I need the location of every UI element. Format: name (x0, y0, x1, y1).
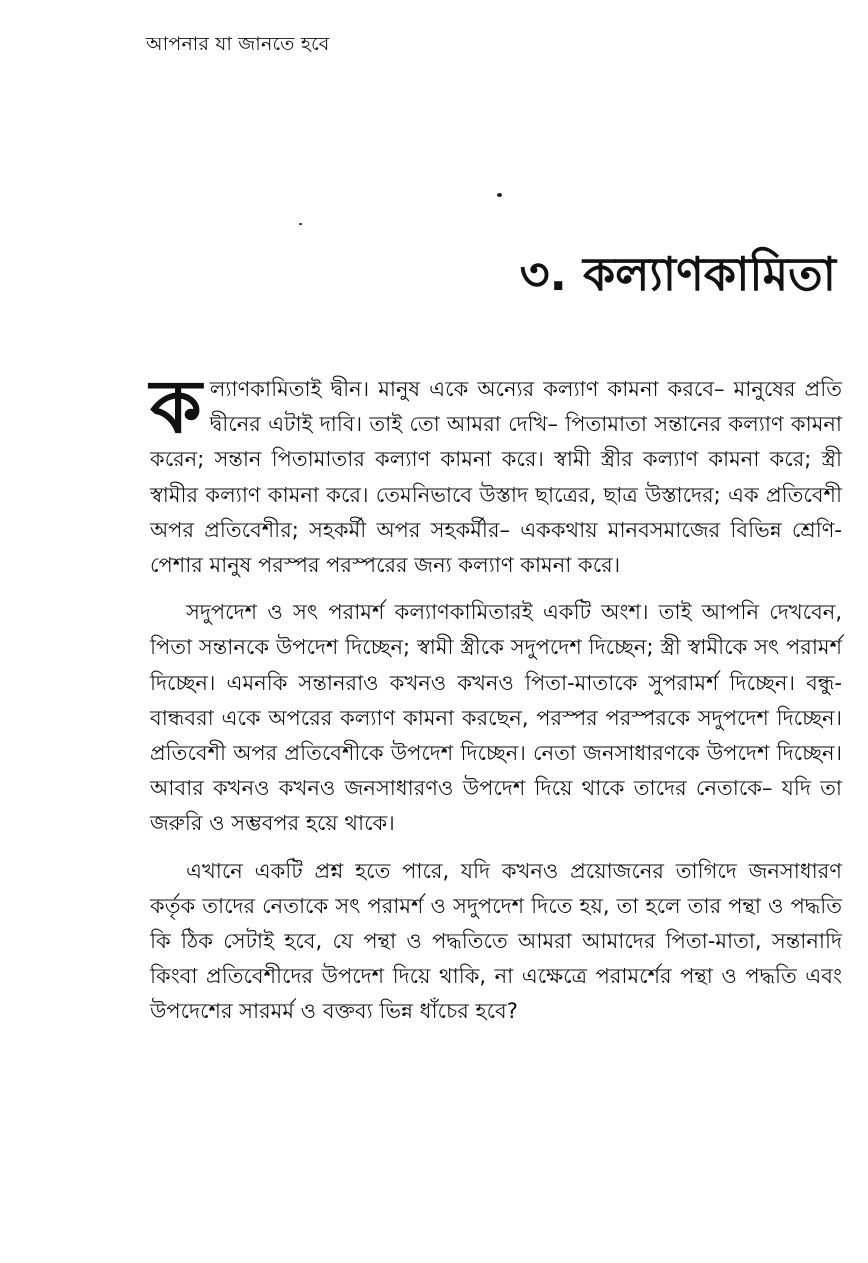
paragraph-1 (150, 364, 842, 583)
chapter-title: ৩. কল্যাণকামিতা (519, 247, 836, 301)
print-speck (497, 193, 502, 197)
drop-cap: ক (150, 364, 202, 450)
paragraph-text: ল্যাণকামিতাই দ্বীন। মানুষ একে অন্যের কল্যাণ কামনা করবে– মানুষের প্রতি দ্বীনের এটাই দাবি। তাই তো আমরা দেখি– পিতামাতা সন্তানের কল্যাণ কামনা করেন; সন্তান পিতামাতার কল্যাণ কামনা করে। স্বামী স্ত্রীর কল্যাণ কামনা করে; স্ত্রী স্বামীর কল্যাণ কামনা করে। তেমনিভাবে উস্তাদ ছাত্রের, ছাত্র উস্তাদের; এক প্রতিবেশী অপর প্রতিবেশীর; সহকর্মী অপর সহকর্মীর– এককথায় মানবসমাজের বিভিন্ন শ্রেণি-পেশার মানুষ পরস্পর পরস্পরের জন্য কল্যাণ কামনা করে। (150, 377, 842, 578)
paragraph-text: সদুপদেশ ও সৎ পরামর্শ কল্যাণকামিতারই একটি অংশ। তাই আপনি দেখবেন, পিতা সন্তানকে উপদেশ দিচ্ছেন; স্বামী স্ত্রীকে সদুপদেশ দিচ্ছেন; স্ত্রী স্বামীকে সৎ পরামর্শ দিচ্ছেন। এমনকি সন্তানরাও কখনও কখনও পিতা-মাতাকে সুপরামর্শ দিচ্ছেন। বন্ধু-বান্ধবরা একে অপরের কল্যাণ কামনা করছেন, পরস্পর পরস্পরকে সদুপদেশ দিচ্ছেন। প্রতিবেশী অপর প্রতিবেশীকে উপদেশ দিচ্ছেন। নেতা জনসাধারণকে উপদেশ দিচ্ছেন। আবার কখনও কখনও জনসাধারণও উপদেশ দিয়ে থাকে তাদের নেতাকে– যদি তা জরুরি ও সম্ভবপর হয়ে থাকে। (150, 600, 842, 836)
paragraph-2 (150, 595, 842, 841)
paragraph-3 (150, 854, 842, 1030)
body-text (150, 364, 842, 1042)
running-header: আপনার যা জানতে হবে (146, 33, 330, 55)
paragraph-text: এখানে একটি প্রশ্ন হতে পারে, যদি কখনও প্রয়োজনের তাগিদে জনসাধারণ কর্তৃক তাদের নেতাকে সৎ পরামর্শ ও সদুপদেশ দিতে হয়, তা হলে তার পন্থা ও পদ্ধতি কি ঠিক সেটাই হবে, যে পন্থা ও পদ্ধতিতে আমরা আমাদের পিতা-মাতা, সন্তানাদি কিংবা প্রতিবেশীদের উপদেশ দিয়ে থাকি, না এক্ষেত্রে পরামর্শের পন্থা ও পদ্ধতি এবং উপদেশের সারমর্ম ও বক্তব্য ভিন্ন ধাঁচের হবে? (150, 858, 842, 1024)
print-speck (299, 223, 302, 225)
